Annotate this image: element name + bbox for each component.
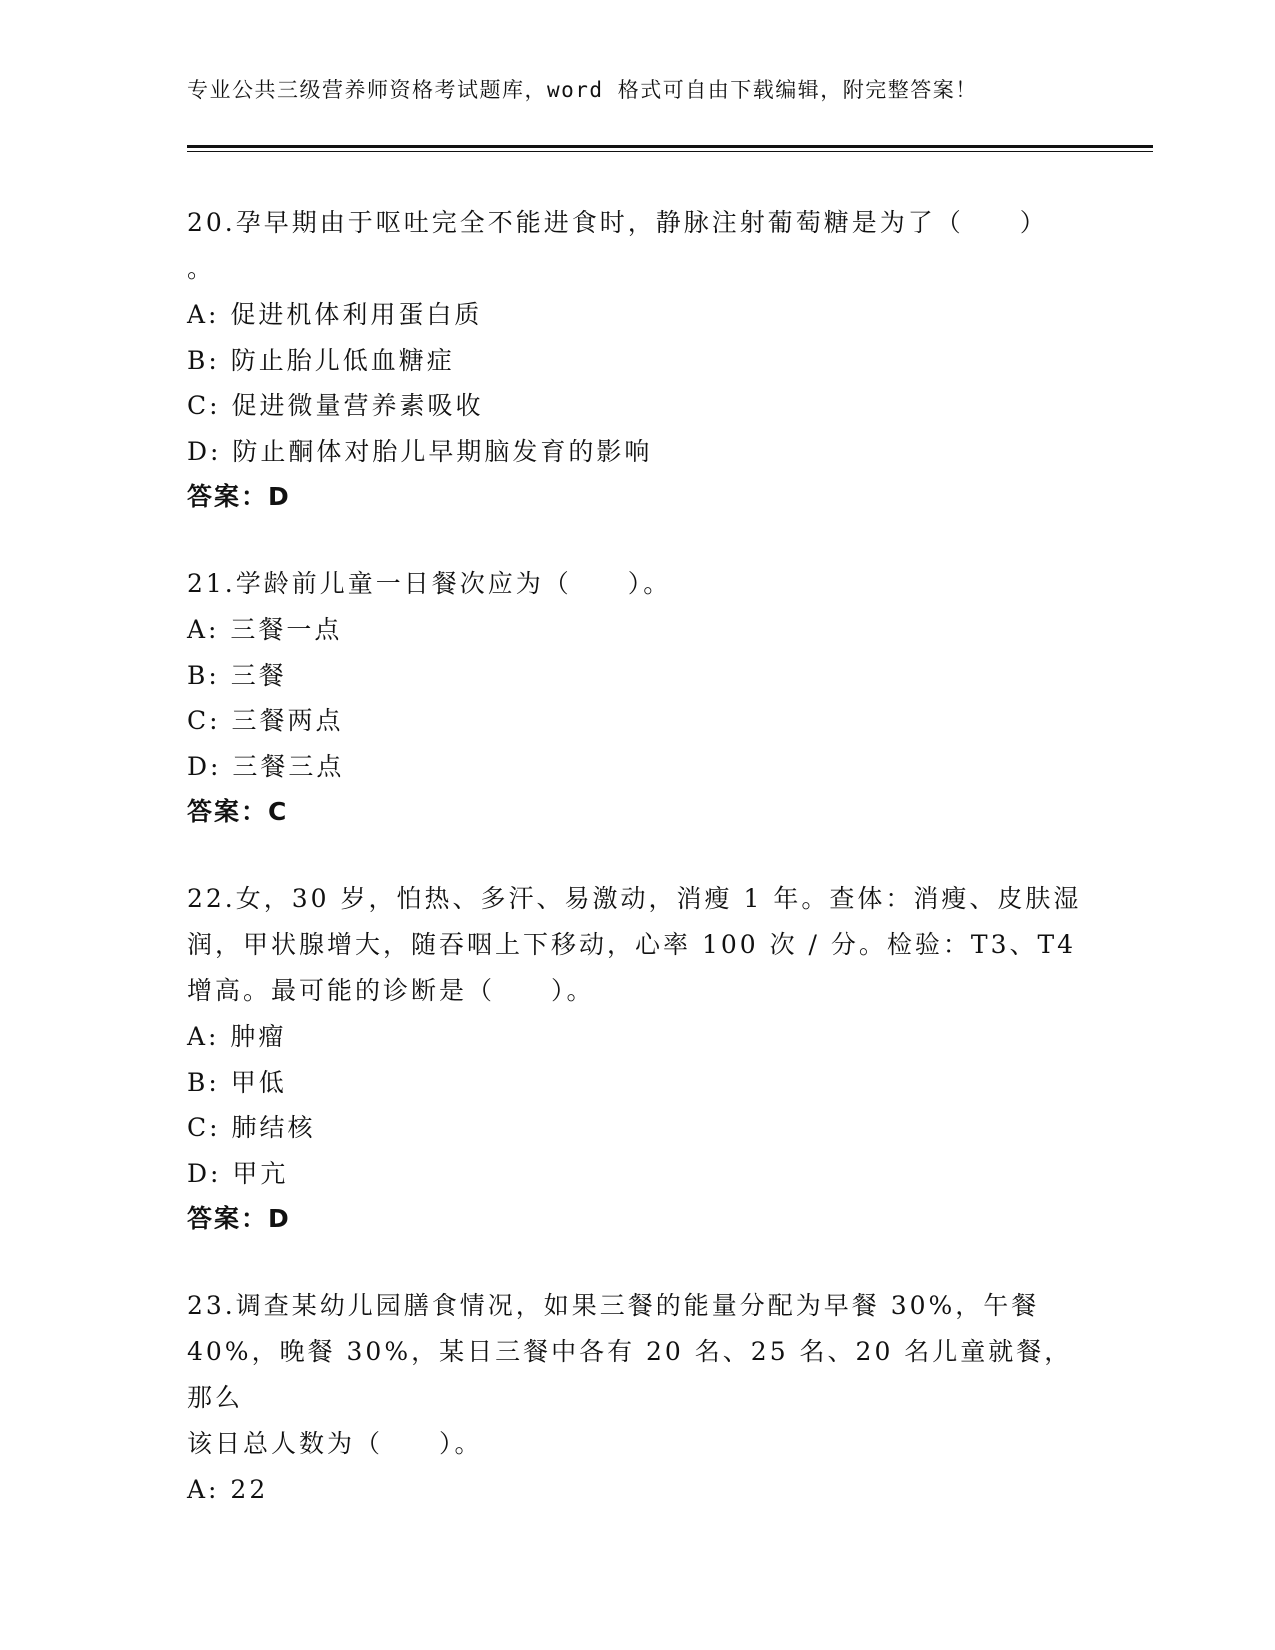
question-stem-line: 20.孕早期由于呕吐完全不能进食时，静脉注射葡萄糖是为了（ ） <box>187 208 1048 237</box>
option-a: A: 促进机体利用蛋白质 <box>187 300 483 329</box>
option-c: C: 促进微量营养素吸收 <box>187 391 484 420</box>
option-b: B: 三餐 <box>187 660 287 690</box>
option-a: A: 22 <box>187 1475 269 1504</box>
question-stem-line: 23.调查某幼儿园膳食情况，如果三餐的能量分配为早餐 30%，午餐 <box>187 1291 1040 1320</box>
header-rule-thin <box>187 151 1153 152</box>
question-21 <box>187 561 1087 835</box>
question-stem-line: 该日总人数为（ ）。 <box>187 1429 483 1458</box>
question-stem-line: 增高。最可能的诊断是（ ）。 <box>187 976 595 1005</box>
question-stem-line: 22.女，30 岁，怕热、多汗、易激动，消瘦 1 年。查体：消瘦、皮肤湿 <box>187 884 1082 913</box>
option-a: A: 三餐一点 <box>187 615 343 644</box>
question-stem-line: 40%，晚餐 30%，某日三餐中各有 20 名、25 名、20 名儿童就餐，那么 <box>187 1337 1073 1412</box>
option-c: C: 肺结核 <box>187 1113 316 1142</box>
option-b: B: 防止胎儿低血糖症 <box>187 345 455 375</box>
answer-label: 答案：C <box>187 797 289 826</box>
question-23 <box>187 1283 1087 1513</box>
question-22 <box>187 876 1087 1242</box>
option-d: D: 甲亢 <box>187 1158 289 1188</box>
answer-label: 答案：D <box>187 482 291 511</box>
header-rule-thick <box>187 145 1153 148</box>
option-d: D: 防止酮体对胎儿早期脑发育的影响 <box>187 436 653 466</box>
option-d: D: 三餐三点 <box>187 751 345 781</box>
answer-label: 答案：D <box>187 1204 291 1233</box>
question-20 <box>187 200 1087 520</box>
page-header: 专业公共三级营养师资格考试题库，word 格式可自由下载编辑，附完整答案！ <box>187 78 978 102</box>
question-stem-line: 。 <box>187 254 216 283</box>
option-b: B: 甲低 <box>187 1067 287 1097</box>
option-a: A: 肿瘤 <box>187 1022 287 1051</box>
question-list <box>187 200 1087 1554</box>
option-c: C: 三餐两点 <box>187 706 344 735</box>
question-stem-line: 21.学龄前儿童一日餐次应为（ ）。 <box>187 569 672 598</box>
question-stem-line: 润，甲状腺增大，随吞咽上下移动，心率 100 次 / 分。检验：T3、T4 <box>187 930 1077 959</box>
